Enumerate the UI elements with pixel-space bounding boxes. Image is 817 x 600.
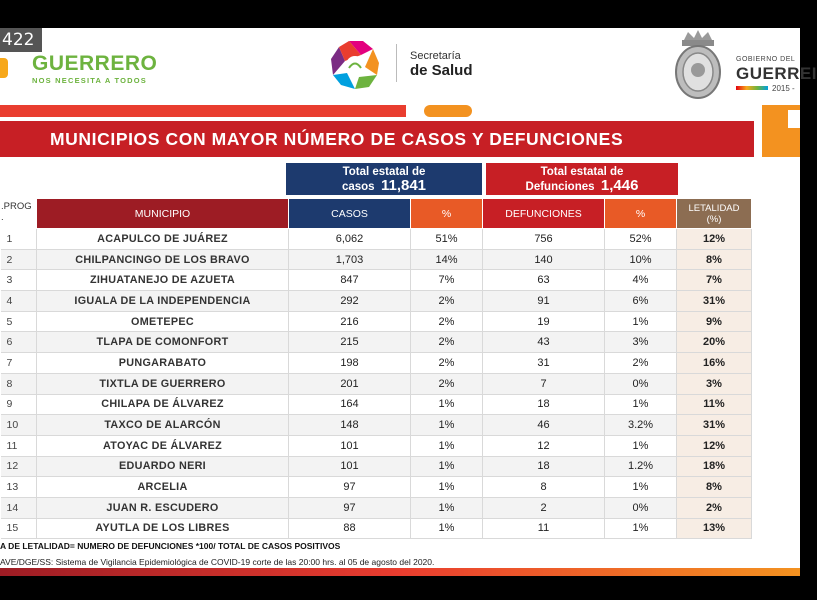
cell-pct-casos: 1% bbox=[411, 415, 483, 436]
salud-logo-icon bbox=[326, 38, 384, 92]
cell-pct-def: 1.2% bbox=[605, 456, 677, 477]
total-casos-label-2: casos bbox=[341, 181, 375, 193]
cell-prog: 14 bbox=[1, 497, 37, 518]
table-row bbox=[1, 270, 752, 291]
cell-pct-casos: 2% bbox=[411, 291, 483, 312]
cell-pct-def: 1% bbox=[605, 394, 677, 415]
cell-letalidad: 20% bbox=[677, 332, 752, 353]
cell-defunciones: 19 bbox=[483, 311, 605, 332]
cell-municipio: EDUARDO NERI bbox=[37, 456, 289, 477]
cell-defunciones: 7 bbox=[483, 373, 605, 394]
cell-defunciones: 31 bbox=[483, 353, 605, 374]
header-pct-def: % bbox=[605, 199, 677, 229]
cell-pct-def: 0% bbox=[605, 373, 677, 394]
cell-municipio: IGUALA DE LA INDEPENDENCIA bbox=[37, 291, 289, 312]
cell-casos: 216 bbox=[289, 311, 411, 332]
cell-letalidad: 12% bbox=[677, 229, 752, 250]
total-casos-label: Total estatal de bbox=[342, 166, 426, 178]
table-row bbox=[1, 249, 752, 270]
slide-title: MUNICIPIOS CON MAYOR NÚMERO DE CASOS Y DEFUNCIONES bbox=[0, 121, 754, 157]
cell-municipio: ZIHUATANEJO DE AZUETA bbox=[37, 270, 289, 291]
footnote-source: AVE/DGE/SS: Sistema de Vigilancia Epidemiológica de COVID-19 corte de las 20:00 hrs. al 05 de agosto del 2020. bbox=[0, 557, 435, 567]
cell-defunciones: 46 bbox=[483, 415, 605, 436]
cell-prog: 2 bbox=[1, 249, 37, 270]
viewer-counter: 422 bbox=[0, 28, 42, 52]
guerrero-mark-icon bbox=[0, 58, 8, 78]
cell-prog: 1 bbox=[1, 229, 37, 250]
cell-letalidad: 12% bbox=[677, 435, 752, 456]
cell-municipio: ARCELIA bbox=[37, 477, 289, 498]
cell-pct-def: 3% bbox=[605, 332, 677, 353]
cell-letalidad: 7% bbox=[677, 270, 752, 291]
cell-casos: 201 bbox=[289, 373, 411, 394]
cell-letalidad: 8% bbox=[677, 249, 752, 270]
table-row bbox=[1, 332, 752, 353]
state-seal-icon bbox=[672, 30, 724, 100]
cell-pct-def: 1% bbox=[605, 311, 677, 332]
cell-municipio: TAXCO DE ALARCÓN bbox=[37, 415, 289, 436]
cell-municipio: AYUTLA DE LOS LIBRES bbox=[37, 518, 289, 539]
municipios-table bbox=[0, 198, 752, 539]
cell-pct-def: 1% bbox=[605, 435, 677, 456]
cell-defunciones: 140 bbox=[483, 249, 605, 270]
cell-prog: 11 bbox=[1, 435, 37, 456]
cell-municipio: PUNGARABATO bbox=[37, 353, 289, 374]
cell-defunciones: 756 bbox=[483, 229, 605, 250]
cell-casos: 198 bbox=[289, 353, 411, 374]
guerrero-logo-name: GUERRERO bbox=[32, 52, 158, 75]
cell-casos: 292 bbox=[289, 291, 411, 312]
video-top-bar bbox=[0, 0, 800, 28]
salud-divider bbox=[396, 44, 397, 82]
cell-letalidad: 8% bbox=[677, 477, 752, 498]
total-casos-value: 11,841 bbox=[380, 177, 427, 194]
cell-pct-casos: 1% bbox=[411, 456, 483, 477]
cell-defunciones: 2 bbox=[483, 497, 605, 518]
cell-casos: 847 bbox=[289, 270, 411, 291]
header-pct-casos: % bbox=[411, 199, 483, 229]
table-row bbox=[1, 291, 752, 312]
cell-letalidad: 31% bbox=[677, 291, 752, 312]
footnote-letalidad: A DE LETALIDAD= NUMERO DE DEFUNCIONES *100/ TOTAL DE CASOS POSITIVOS bbox=[0, 541, 341, 551]
cell-pct-casos: 2% bbox=[411, 353, 483, 374]
cell-casos: 148 bbox=[289, 415, 411, 436]
cell-municipio: ACAPULCO DE JUÁREZ bbox=[37, 229, 289, 250]
gobierno-color-strip bbox=[736, 86, 768, 90]
cell-municipio: TIXTLA DE GUERRERO bbox=[37, 373, 289, 394]
cell-pct-casos: 14% bbox=[411, 249, 483, 270]
cell-defunciones: 11 bbox=[483, 518, 605, 539]
cell-pct-casos: 1% bbox=[411, 518, 483, 539]
cell-letalidad: 3% bbox=[677, 373, 752, 394]
cell-pct-def: 52% bbox=[605, 229, 677, 250]
table-row bbox=[1, 373, 752, 394]
table-row bbox=[1, 229, 752, 250]
cell-casos: 97 bbox=[289, 497, 411, 518]
cell-pct-casos: 1% bbox=[411, 497, 483, 518]
cell-prog: 8 bbox=[1, 373, 37, 394]
header-casos: CASOS bbox=[289, 199, 411, 229]
cell-pct-def: 1% bbox=[605, 518, 677, 539]
cell-letalidad: 13% bbox=[677, 518, 752, 539]
salud-logo-line1: Secretaría bbox=[410, 50, 461, 62]
header-prog: .PROG . bbox=[1, 199, 37, 229]
cell-letalidad: 11% bbox=[677, 394, 752, 415]
cell-prog: 6 bbox=[1, 332, 37, 353]
cell-letalidad: 18% bbox=[677, 456, 752, 477]
cell-municipio: OMETEPEC bbox=[37, 311, 289, 332]
gobierno-logo-line1: GOBIERNO DEL bbox=[736, 56, 796, 63]
cell-pct-def: 2% bbox=[605, 353, 677, 374]
cell-municipio: JUAN R. ESCUDERO bbox=[37, 497, 289, 518]
table-row bbox=[1, 456, 752, 477]
table-row bbox=[1, 415, 752, 436]
cell-pct-def: 3.2% bbox=[605, 415, 677, 436]
cell-defunciones: 8 bbox=[483, 477, 605, 498]
table-row bbox=[1, 311, 752, 332]
cell-pct-casos: 2% bbox=[411, 373, 483, 394]
header-letalidad: LETALIDAD (%) bbox=[677, 199, 752, 229]
cell-casos: 215 bbox=[289, 332, 411, 353]
cell-prog: 12 bbox=[1, 456, 37, 477]
cell-pct-def: 4% bbox=[605, 270, 677, 291]
cell-pct-def: 10% bbox=[605, 249, 677, 270]
total-def-label: Total estatal de bbox=[540, 166, 624, 178]
cell-casos: 164 bbox=[289, 394, 411, 415]
table-row bbox=[1, 394, 752, 415]
cell-municipio: CHILAPA DE ÁLVAREZ bbox=[37, 394, 289, 415]
total-defunciones-box bbox=[486, 163, 678, 195]
total-def-label-2: Defunciones bbox=[525, 181, 595, 193]
total-casos-box bbox=[286, 163, 482, 195]
cell-pct-casos: 2% bbox=[411, 332, 483, 353]
video-bottom-bar bbox=[0, 576, 800, 600]
cell-pct-casos: 7% bbox=[411, 270, 483, 291]
cell-defunciones: 12 bbox=[483, 435, 605, 456]
gobierno-logo-years: 2015 - bbox=[772, 84, 795, 93]
title-accent-bar bbox=[0, 105, 406, 117]
cell-casos: 101 bbox=[289, 456, 411, 477]
footer-color-bar bbox=[0, 568, 800, 576]
cell-letalidad: 16% bbox=[677, 353, 752, 374]
cell-casos: 6,062 bbox=[289, 229, 411, 250]
cell-pct-casos: 1% bbox=[411, 435, 483, 456]
cell-prog: 9 bbox=[1, 394, 37, 415]
cell-municipio: TLAPA DE COMONFORT bbox=[37, 332, 289, 353]
cell-casos: 101 bbox=[289, 435, 411, 456]
cell-pct-casos: 1% bbox=[411, 477, 483, 498]
total-def-value: 1,446 bbox=[600, 177, 639, 194]
salud-logo-line2: de Salud bbox=[410, 62, 473, 79]
cell-casos: 88 bbox=[289, 518, 411, 539]
header-municipio: MUNICIPIO bbox=[37, 199, 289, 229]
table-header-row bbox=[1, 199, 752, 229]
cell-letalidad: 31% bbox=[677, 415, 752, 436]
title-accent-pill bbox=[424, 105, 472, 117]
table-row bbox=[1, 353, 752, 374]
guerrero-logo-tagline: NOS NECESITA A TODOS bbox=[32, 76, 147, 85]
cell-prog: 13 bbox=[1, 477, 37, 498]
cell-casos: 97 bbox=[289, 477, 411, 498]
cell-pct-def: 1% bbox=[605, 477, 677, 498]
cell-defunciones: 63 bbox=[483, 270, 605, 291]
cell-pct-casos: 2% bbox=[411, 311, 483, 332]
cell-defunciones: 43 bbox=[483, 332, 605, 353]
cell-casos: 1,703 bbox=[289, 249, 411, 270]
cell-pct-casos: 51% bbox=[411, 229, 483, 250]
gobierno-logo-line2: GUERREI bbox=[736, 64, 817, 83]
cell-prog: 10 bbox=[1, 415, 37, 436]
cell-pct-def: 0% bbox=[605, 497, 677, 518]
cell-prog: 4 bbox=[1, 291, 37, 312]
cell-defunciones: 18 bbox=[483, 456, 605, 477]
table-row bbox=[1, 435, 752, 456]
cell-letalidad: 9% bbox=[677, 311, 752, 332]
cell-defunciones: 91 bbox=[483, 291, 605, 312]
table-row bbox=[1, 477, 752, 498]
cell-pct-casos: 1% bbox=[411, 394, 483, 415]
cell-letalidad: 2% bbox=[677, 497, 752, 518]
cell-prog: 7 bbox=[1, 353, 37, 374]
cell-prog: 15 bbox=[1, 518, 37, 539]
header-defunciones: DEFUNCIONES bbox=[483, 199, 605, 229]
title-side-box bbox=[788, 110, 800, 128]
cell-prog: 5 bbox=[1, 311, 37, 332]
cell-prog: 3 bbox=[1, 270, 37, 291]
table-row bbox=[1, 518, 752, 539]
cell-municipio: CHILPANCINGO DE LOS BRAVO bbox=[37, 249, 289, 270]
cell-defunciones: 18 bbox=[483, 394, 605, 415]
table-row bbox=[1, 497, 752, 518]
cell-municipio: ATOYAC DE ÁLVAREZ bbox=[37, 435, 289, 456]
cell-pct-def: 6% bbox=[605, 291, 677, 312]
